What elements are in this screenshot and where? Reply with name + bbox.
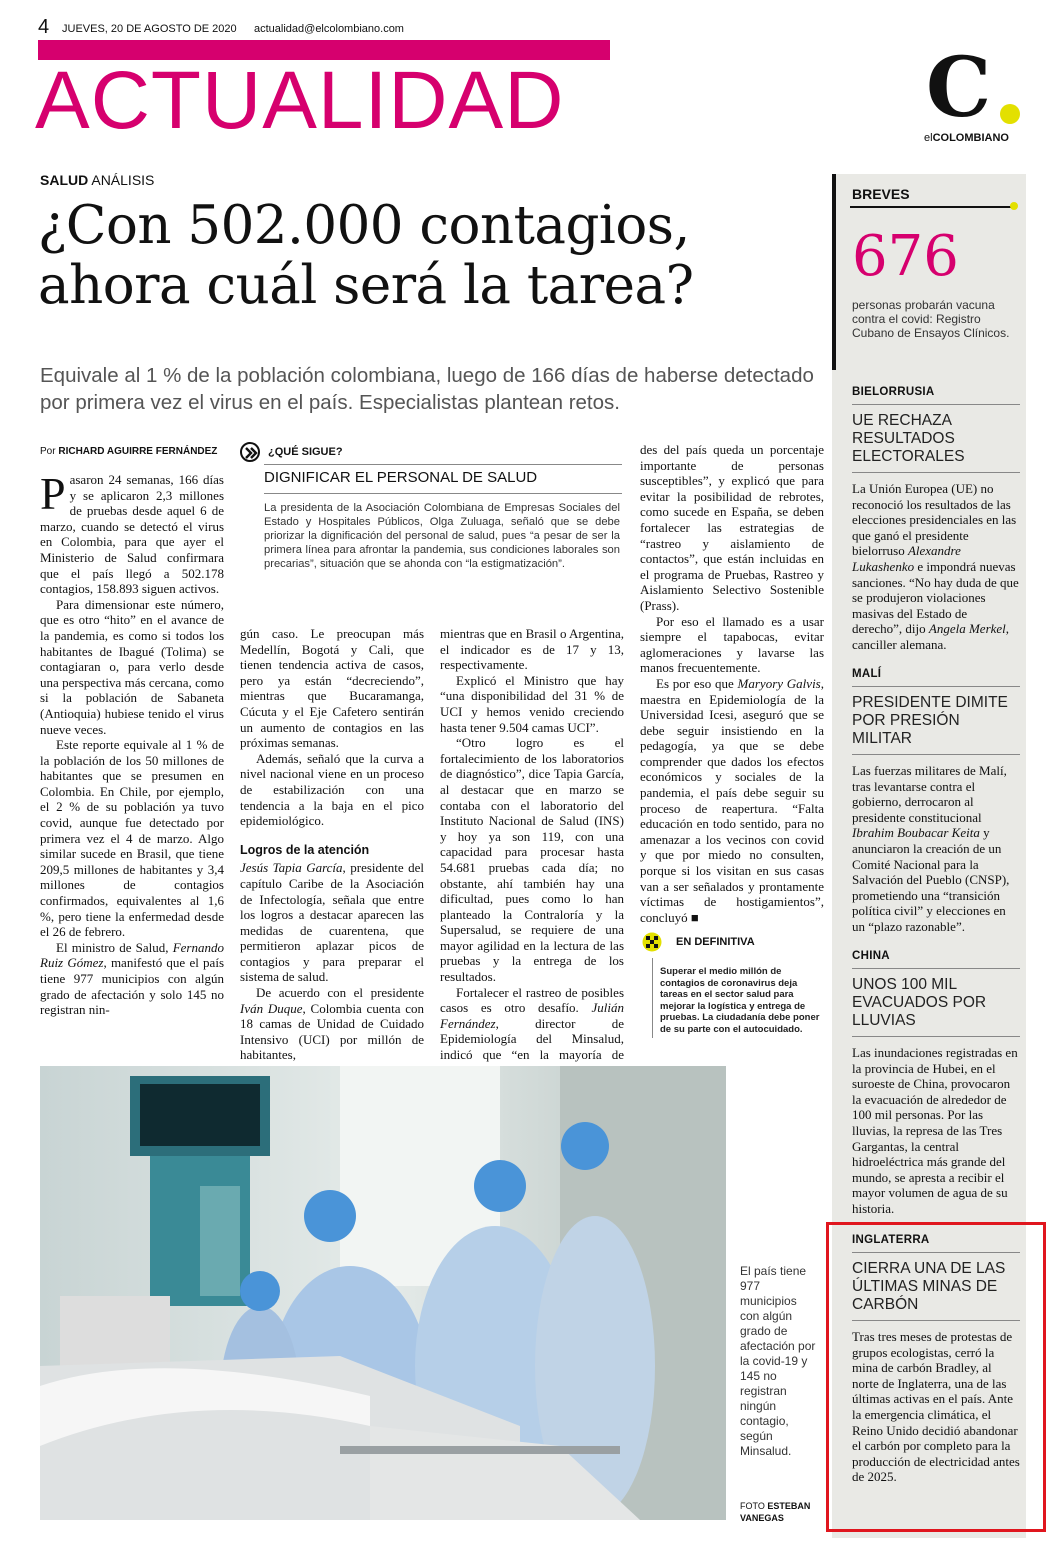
kicker-type: ANÁLISIS — [91, 172, 155, 188]
brief-country: INGLATERRA — [852, 1234, 930, 1246]
article-column-4 — [640, 442, 824, 925]
brief-china — [852, 950, 1020, 1217]
breves-title: BREVES — [852, 186, 910, 202]
brief-rule — [852, 1320, 1020, 1321]
que-sigue-rule-2 — [264, 493, 622, 494]
que-sigue-box — [240, 440, 624, 610]
en-definitiva-box — [640, 930, 826, 1042]
brief-country: BIELORRUSIA — [852, 386, 935, 398]
col3-paragraph-2: Explicó el Ministro que hay “una disponibilidad del 31 % de UCI y hemos venido creciendo hasta tener 9.504 camas UCI”. — [440, 672, 624, 735]
brief-text: Las fuerzas militares de Malí, tras levantarse contra el gobierno, derrocaron al presidente constitucional Ibrahim Boubacar Keita y anunciaron la creación de un Comité Nacional para la Salvación del Pueblo (CNSP), prometiendo una “transición política civil” y elecciones en un “plazo razonable”. — [852, 763, 1010, 934]
que-sigue-text: La presidenta de la Asociación Colombiana de Empresas Sociales del Estado y Hospitales Públicos, Olga Zuluaga, señaló que se debe priorizar la dignificación del personal de salud, pues “a pesar de ser la primera línea para afrontar la pandemia, sus condiciones laborales son precarias”, situación que se ahonda con “la estigmatización”. — [264, 502, 620, 570]
kicker-section: SALUD — [40, 172, 89, 188]
col1-paragraph-4: El ministro de Salud, Fernando Ruiz Gómez, manifestó que el país tiene 977 municipios con algún grado de afectación y solo 145 no registran nin- — [40, 939, 224, 1018]
edition-date: JUEVES, 20 DE AGOSTO DE 2020 — [62, 23, 237, 35]
logo-letter: C — [926, 40, 992, 136]
forward-arrows-icon — [240, 442, 260, 462]
brief-rule — [852, 968, 1020, 969]
brief-country: MALÍ — [852, 668, 882, 680]
section-title: ACTUALIDAD — [35, 55, 565, 146]
col2-paragraph-2: Además, señaló que la curva a nivel nacional viene en un proceso de estabilización con una tendencia a la baja en el pico epidemiológico. — [240, 750, 424, 829]
deck: Equivale al 1 % de la población colombiana, luego de 166 días de haberse detectado por primera vez el virus en el país. Especialistas plantean retos. — [40, 364, 814, 414]
col2-paragraph-3: Jesús Tapia García, presidente del capítulo Caribe de la Asociación de Infectología, señala que entre los logros a destacar aparecen las medidas de cuarentena, que permitieron aplazar picos de contagios y para preparar el sistema de salud. — [240, 860, 424, 985]
col1-paragraph-3: Este reporte equivale al 1 % de la población de los 50 millones de habitantes que se presumen en Colombia. En Chile, por ejemplo, el 2 % de su población ya tuvo covid, aunque fue detectado por primera vez el 4 de marzo. Algo similar sucede en Brasil, que tiene 209,5 millones de habitantes y 3,4 millones de contagios confirmados, equivalentes al 1,6 %, pero tiene la enfermedad desde el 26 de febrero. — [40, 737, 224, 940]
headline-line-1: ¿Con 502.000 contagios, — [38, 195, 690, 256]
col2-paragraph-1: gún caso. Le preocupan más Medellín, Bogotá y Cali, que tienen tendencia activa de casos, pero ya están “decreciendo”, mientras que Bucaramanga, Cúcuta y el Eje Cafetero sentirán un aumento de contagios en las próximas semanas. — [240, 626, 424, 751]
brief-rule — [852, 404, 1020, 405]
photo-caption: El país tiene 977 municipios con algún grado de afectación por la covid-19 y 145 no registran ningún contagio, según Minsalud. — [740, 1264, 816, 1458]
en-definitiva-rule — [652, 958, 653, 1038]
col3-paragraph-3: “Otro logro es el fortalecimiento de los laboratorios de diagnóstico”, dice Tapia García, al destacar que en marzo se contaba con el laboratorio del Instituto Nacional de Salud (INS) y hoy ya son 119, con una capacidad para procesar hasta 54.681 pruebas cada día; no obstante, ahí también hay una dificultad, pues como lo han planteado la Contraloría y la Supersalud, se requiere de una mayor agilidad en la lectura de las pruebas y la entrega de los resultados. — [440, 735, 624, 985]
breves-title-rule — [850, 206, 1014, 208]
que-sigue-title: DIGNIFICAR EL PERSONAL DE SALUD — [264, 469, 538, 486]
col4-paragraph-1: des del país queda un porcentaje importante de personas susceptibles”, y explicó que para evitar la posibilidad de rebrotes, como sucede en España, se deben fortalecer las estrategias de “rastreo y aislamiento de contactos”, que están incluidas en el programa de Pruebas, Rastreo y Aislamiento Selectivo Sostenible (Prass). — [640, 442, 824, 613]
en-definitiva-label: EN DEFINITIVA — [676, 936, 755, 948]
brief-rule — [852, 686, 1020, 687]
brief-inglaterra — [852, 1234, 1020, 1485]
brief-rule — [852, 1252, 1020, 1253]
brief-bielorrusia — [852, 386, 1020, 653]
que-sigue-rule — [264, 464, 622, 465]
brief-title: UE RECHAZA RESULTADOS ELECTORALES — [852, 412, 965, 465]
kicker — [40, 172, 154, 188]
byline — [40, 446, 217, 457]
sidebar-left-rule — [832, 174, 836, 370]
brief-title: CIERRA UNA DE LAS ÚLTIMAS MINAS DE CARBÓN — [852, 1260, 1006, 1313]
logo-wordmark-pre: el — [924, 132, 933, 144]
section-email[interactable]: actualidad@elcolombiano.com — [254, 23, 404, 35]
col4-paragraph-3: Es por eso que Maryory Galvis, maestra en Epidemiología de la Universidad Icesi, aseguró que se debe seguir insistiendo en la pedagogía, ya que se debe comprender que dados los efectos económicos y sociales de la pandemia, el país debe seguir su proceso de reapertura. “Falta educación en todo sentido, para no amenazar a los vecinos con covid y que por miedo no consulten, porque si los visitan en sus casas van a ser señalados y prontamente víctimas de hostigamientos”, concluyó ■ — [640, 675, 824, 925]
brief-title: UNOS 100 MIL EVACUADOS POR LLUVIAS — [852, 976, 987, 1029]
brief-rule — [852, 1036, 1020, 1037]
logo-dot — [1000, 104, 1020, 124]
byline-prefix: Por — [40, 446, 56, 457]
en-definitiva-text: Superar el medio millón de contagios de coronavirus deja tareas en el sector salud para mejorar la logística y entrega de pruebas. La ciudadanía debe poner de su parte con el autocuidado. — [660, 966, 820, 1035]
big-number-text: personas probarán vacuna contra el covid: Registro Cubano de Ensayos Clínicos. — [852, 298, 1010, 340]
brief-text: Tras tres meses de protestas de grupos ecologistas, cerró la mina de carbón Bradley, al norte de Inglaterra, una de las últimas activas en el país. Ante la emergencia climática, el Reino Unido decidió abandonar el carbón por completo para la producción de electricidad antes de 2025. — [852, 1329, 1020, 1485]
photo-credit-label: FOTO — [740, 1501, 765, 1511]
article-column-1 — [40, 468, 224, 1018]
headline-line-2: ahora cuál será la tarea? — [38, 255, 694, 316]
col4-paragraph-2: Por eso el llamado es a usar siempre el tapabocas, evitar aglomeraciones y lavarse las manos frecuentemente. — [640, 613, 824, 676]
breves-accent-dot — [1010, 202, 1018, 210]
newspaper-logo — [920, 40, 1030, 154]
byline-name: RICHARD AGUIRRE FERNÁNDEZ — [58, 446, 218, 457]
photo-credit-name: ESTEBAN VANEGAS — [740, 1501, 811, 1523]
col1-paragraph-1: asaron 24 semanas, 166 días y se aplicaron 2,3 millones de pruebas desde aquel 6 de marzo, cuando se detectó el virus en Colombia, para que ayer el Ministerio de Salud confirmara que el país llegó a 502.178 contagios, 158.893 siguen activos. — [40, 472, 224, 597]
col3-paragraph-1: mientras que en Brasil o Argentina, el indicador es de 17 y 13, respectivamente. — [440, 626, 624, 673]
article-column-2 — [240, 626, 424, 1063]
big-number: 676 — [852, 224, 959, 289]
brief-country: CHINA — [852, 950, 890, 962]
dropcap: P — [40, 468, 66, 519]
brief-rule — [852, 472, 1020, 473]
brief-text: Las inundaciones registradas en la provincia de Hubei, en el suroeste de China, provocaron la evacuación de alrededor de 100 mil personas. Por las lluvias, la represa de las Tres Gargantas, la central hidroeléctrica más grande del mundo, se apresta a recibir el mayor volumen de agua de su historia. — [852, 1045, 1018, 1216]
col2-subhead: Logros de la atención — [240, 842, 370, 857]
checker-icon — [642, 932, 662, 952]
que-sigue-label: ¿QUÉ SIGUE? — [268, 446, 343, 458]
page-number: 4 — [38, 16, 50, 38]
brief-title: PRESIDENTE DIMITE POR PRESIÓN MILITAR — [852, 694, 1008, 747]
photo-credit — [740, 1500, 822, 1524]
hospital-photo — [40, 1066, 726, 1520]
col3-paragraph-4: Fortalecer el rastreo de posibles casos es otro desafío. Julián Fernández, director de Epidemiología del Minsalud, indicó que “en la mayoría de — [440, 984, 624, 1063]
article-column-3 — [440, 626, 624, 1078]
brief-text: La Unión Europea (UE) no reconoció los resultados de las elecciones presidenciales en las que ganó el presidente bielorruso Alexandre Lukashenko e impondrá nuevas sanciones. “No hay duda de que se produjeron violaciones masivas del Estado de derecho”, dijo Angela Merkel, canciller alemana. — [852, 481, 1019, 652]
headline — [38, 196, 694, 316]
brief-rule — [852, 754, 1020, 755]
brief-mali — [852, 668, 1020, 935]
col1-paragraph-2: Para dimensionar este número, que es otro “hito” en el avance de la pandemia, es como si todos los habitantes de Ibagué (Tolima) se contagiaran o, para verlo desde una perspectiva más cercana, como si la población de Sabaneta (Antioquia) hubiese tenido el virus nueve veces. — [40, 596, 224, 737]
logo-wordmark — [924, 132, 1009, 144]
col2-paragraph-4: De acuerdo con el presidente Iván Duque, Colombia cuenta con 18 camas de Unidad de Cuidado Intensivo (UCI) por millón de habitantes, — [240, 985, 424, 1063]
logo-wordmark-brand: COLOMBIANO — [932, 132, 1009, 144]
